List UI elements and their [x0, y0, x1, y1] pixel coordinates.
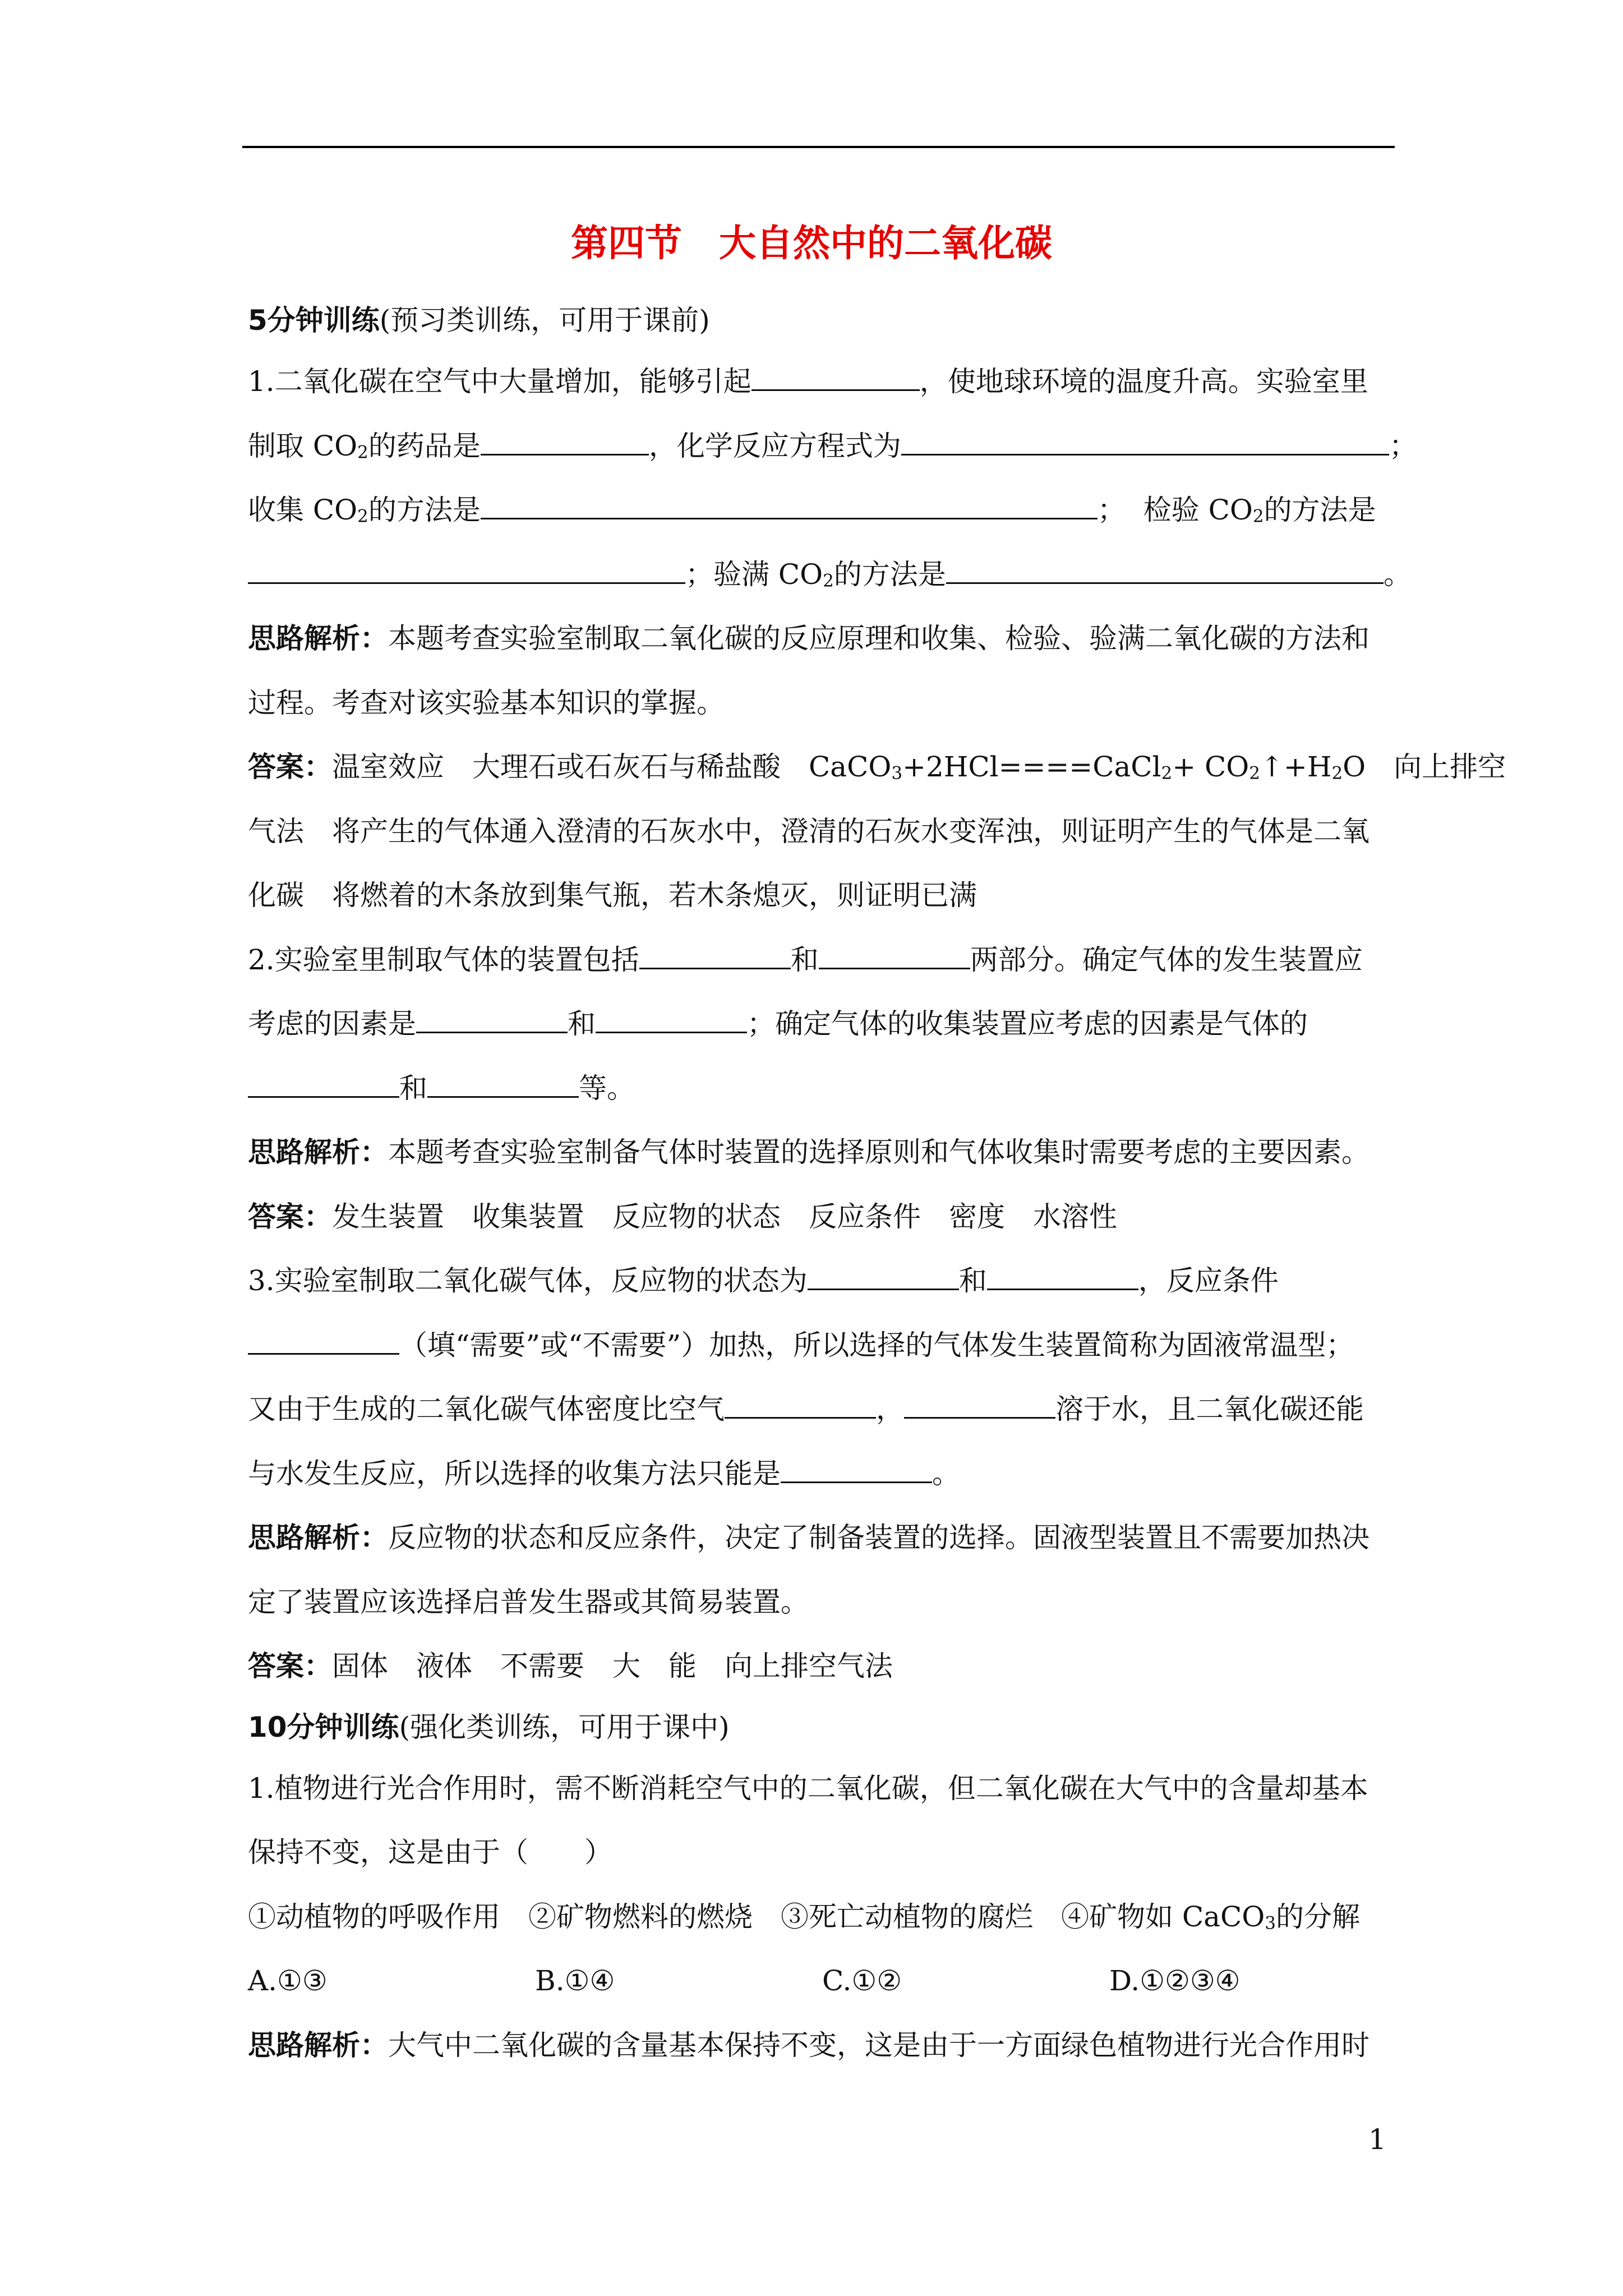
answer-blank — [725, 1391, 876, 1419]
q3-line-2: （填“需要”或“不需要”）加热，所以选择的气体发生装置简称为固液常温型； — [248, 1313, 1386, 1378]
section-heading-10min: 10分钟训练(强化类训练，可用于课中) — [248, 1710, 730, 1743]
q2-line-1: 2.实验室里制取气体的装置包括 和 两部分。确定气体的发生装置应 — [248, 928, 1386, 992]
answer-blank — [416, 1005, 568, 1034]
answer-blank — [781, 1455, 932, 1483]
q4-line-2: 保持不变，这是由于（ ） — [248, 1836, 612, 1869]
answer-blank — [901, 427, 1389, 455]
answer-blank — [248, 1326, 399, 1355]
q2-answer: 答案：发生装置 收集装置 反应物的状态 反应条件 密度 水溶性 — [248, 1200, 1117, 1233]
q1-analysis-line-2: 过程。考查对该实验基本知识的掌握。 — [248, 686, 725, 719]
q1-line-2: 制取 $CO_2$的药品是 ，化学反应方程式为 ； — [248, 414, 1386, 478]
option-c: C.①② — [822, 1964, 902, 1997]
page-title: 第四节 大自然中的二氧化碳 — [571, 222, 1052, 265]
q1-analysis-line-1: 思路解析：本题考查实验室制取二氧化碳的反应原理和收集、检验、验满二氧化碳的方法和 — [248, 622, 1370, 655]
answer-blank — [946, 555, 1384, 584]
answer-blank — [808, 1262, 959, 1291]
q3-line-4: 与水发生反应，所以选择的收集方法只能是 。 — [248, 1442, 1386, 1506]
q1-answer-line-2: 气法 将产生的气体通入澄清的石灰水中，澄清的石灰水变浑浊，则证明产生的气体是二氧 — [248, 815, 1370, 848]
option-d: D.①②③④ — [1109, 1964, 1241, 1997]
answer-blank — [481, 491, 1098, 520]
q4-line-3: ①动植物的呼吸作用 ②矿物燃料的燃烧 ③死亡动植物的腐烂 ④矿物如 CaCO$_3$的分解 — [248, 1900, 1360, 1934]
option-a: A.①③ — [248, 1964, 328, 1997]
q2-line-3: 和 等。 — [248, 1056, 1386, 1121]
page-number: 1 — [1368, 2123, 1386, 2156]
q2-line-2: 考虑的因素是 和 ；确定气体的收集装置应考虑的因素是气体的 — [248, 992, 1386, 1056]
answer-blank — [987, 1262, 1138, 1291]
q1-answer-line-1: 答案：温室效应 大理石或石灰石与稀盐酸 CaCO$_3$+2HCl====CaCl$_2$+ $CO_2↑+H_2O$ 向上排空 — [248, 751, 1506, 784]
q4-line-1: 1.植物进行光合作用时，需不断消耗空气中的二氧化碳，但二氧化碳在大气中的含量却基本 — [248, 1772, 1368, 1805]
document-body — [248, 292, 1506, 2077]
q4-options — [248, 1949, 1386, 2013]
q2-analysis: 思路解析：本题考查实验室制备气体时装置的选择原则和气体收集时需要考虑的主要因素。 — [248, 1136, 1370, 1168]
answer-blank — [248, 1069, 399, 1098]
answer-blank — [596, 1005, 747, 1034]
answer-blank — [248, 555, 685, 584]
q4-analysis: 思路解析：大气中二氧化碳的含量基本保持不变，这是由于一方面绿色植物进行光合作用时 — [248, 2028, 1370, 2062]
option-b: B.①④ — [535, 1964, 615, 1997]
q3-analysis-line-1: 思路解析：反应物的状态和反应条件，决定了制备装置的选择。固液型装置且不需要加热决 — [248, 1521, 1370, 1554]
answer-blank — [819, 941, 970, 969]
q3-line-1: 3.实验室制取二氧化碳气体，反应物的状态为 和 ，反应条件 — [248, 1249, 1386, 1313]
answer-blank — [481, 427, 649, 455]
q3-analysis-line-2: 定了装置应该选择启普发生器或其简易装置。 — [248, 1585, 809, 1618]
answer-blank — [904, 1391, 1055, 1419]
q3-line-3: 又由于生成的二氧化碳气体密度比空气 ， 溶于水，且二氧化碳还能 — [248, 1377, 1386, 1442]
q1-answer-line-3: 化碳 将燃着的木条放到集气瓶，若木条熄灭，则证明已满 — [248, 879, 977, 912]
answer-blank — [751, 363, 920, 392]
q1-line-1: 1.二氧化碳在空气中大量增加，能够引起 ，使地球环境的温度升高。实验室里 — [248, 349, 1386, 414]
answer-blank — [639, 941, 791, 969]
q1-line-4: ；验满 $CO_2$的方法是 。 — [248, 542, 1386, 607]
answer-blank — [427, 1069, 579, 1098]
q1-line-3: 收集 $CO_2$的方法是 ； 检验 $CO_2$的方法是 — [248, 478, 1386, 542]
section-heading-5min: 5分钟训练(预习类训练，可用于课前) — [248, 304, 710, 337]
q3-answer: 答案：固体 液体 不需要 大 能 向上排空气法 — [248, 1650, 893, 1682]
header-rule — [242, 146, 1395, 148]
